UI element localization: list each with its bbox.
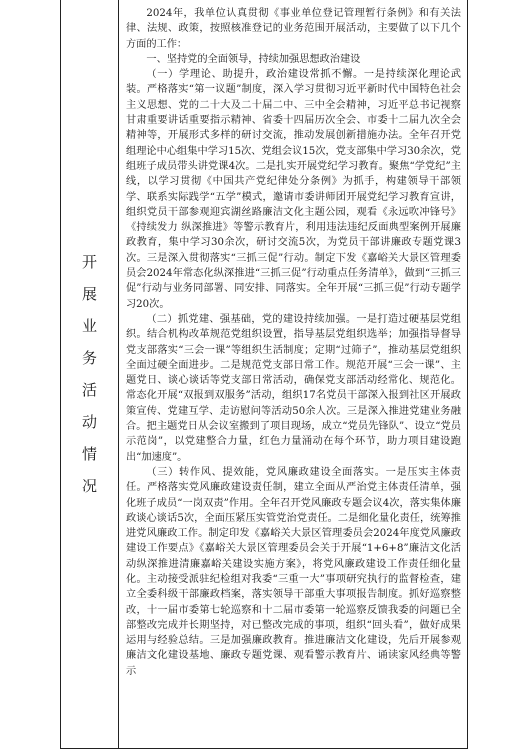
row-label-char: 开 [81, 253, 97, 271]
row-label-char: 活 [81, 381, 97, 399]
body-paragraph: （三）转作风、提效能，党风廉政建设全面落实。一是压实主体责任。严格落实党风廉政建设责任制，建立全面从严治党主体责任清单，强化班子成员“一岗双责”作用。全年召开党风廉政专题会议4次，落实集体廉政谈心谈话5次，全面压紧压实管党治党责任。二是细化量化责任，统筹推进党风廉政工作。制定印发《嘉峪关大景区管理委员会2024年度党风廉政建设工作要点》《嘉峪关大景区管理委员会关于开展“1+6+8”廉洁文化活动纵深推进清廉嘉峪关建设实施方案》，将党风廉政建设工作责任细化量化。主动接受派驻纪检组对我委“三重一大”事项研究执行的监督检查，建立全委科级干部廉政档案，落实领导干部重大事项报告制度。抓好巡察整改，十一届市委第七轮巡察和十二届市委第一轮巡察反馈我委的问题已全部整改完成并长期坚持，对已整改完成的事项，组织“回头看”，做好成果运用与经验总结。三是加强廉政教育。推进廉洁文化建设，先后开展参观廉洁文化建设基地、廉政专题党课、观看警示教育片、诵读家风经典等警示 [126, 466, 461, 677]
section-heading: 一、坚持党的全面领导，持续加强思想政治建设 [146, 53, 361, 65]
row-label-char: 业 [81, 317, 97, 335]
content-cell [119, 0, 467, 748]
row-label-cell [61, 0, 119, 748]
body-paragraph: （二）抓党建、强基础，党的建设持续加强。一是打造过硬基层党组织。结合机构改革规范党组织设置，指导基层党组织选举；加强指导督导党支部落实“三会一课”等组织生活制度；定期“过筛子”，推动基层党组织全面过硬全面进步。二是规范党支部日常工作。规范开展“三会一课”、主题党日、谈心谈话等党支部日常活动，确保党支部活动经常化、规范化。常态化开展“双报到双服务”活动，组织17名党员干部深入报到社区开展政策宣传、党建互学、走访慰问等活动50余人次。三是深入推进党建业务融合。把主题党日从会议室搬到了项目现场，成立“党员先锋队”、设立“党员示范岗”，以党建整合力量，红色力量涌动在每个环节，助力项目建设跑出“加速度”。 [126, 313, 461, 463]
row-label-char: 务 [81, 349, 97, 367]
body-paragraph: （一）学理论、助提升，政治建设常抓不懈。一是持续深化理论武装。严格落实“第一议题”制度，深入学习贯彻习近平新时代中国特色社会主义思想、党的二十大及二十届二中、三中全会精神，习近平总书记视察甘肃重要讲话重要指示精神、省委十四届历次全会、市委十二届九次全会精神等，开展形式多样的研讨交流，推动发展创新措施办法。全年召开党组理论中心组集中学习15次、党组会议15次，党支部集中学习30余次，党组班子成员带头讲党课4次。二是扎实开展党纪学习教育。聚焦“学党纪”主线，以学习贯彻《中国共产党纪律处分条例》为抓手，构建领导干部领学、联系实际践学“五学”模式，邀请市委讲师团开展党纪学习教育宣讲，组织党员干部参观迎宾湖丝路廉洁文化主题公园，观看《永远吹冲锋号》《持续发力 纵深推进》等警示教育片，利用违法违纪反面典型案例开展廉政教育，集中学习30余次，研讨交流5次，为党员干部讲廉政专题党课3次。三是深入贯彻落实“三抓三促”行动。制定下发《嘉峪关大景区管理委员会2024年常态化纵深推进“三抓三促”行动重点任务清单》，做到“三抓三促”行动与业务同部署、同安排、同落实。全年开展“三抓三促”行动专题学习20次。 [126, 69, 461, 310]
row-label-char: 情 [81, 445, 97, 463]
intro-paragraph: 2024年，我单位认真贯彻《事业单位登记管理暂行条例》和有关法律、法规、政策，按照核准登记的业务范围开展活动，主要做了以下几个方面的工作： [126, 8, 461, 50]
row-label-char: 动 [81, 413, 97, 431]
row-label-char: 况 [81, 477, 97, 495]
report-table [60, 0, 468, 749]
row-label-char: 展 [81, 285, 97, 303]
